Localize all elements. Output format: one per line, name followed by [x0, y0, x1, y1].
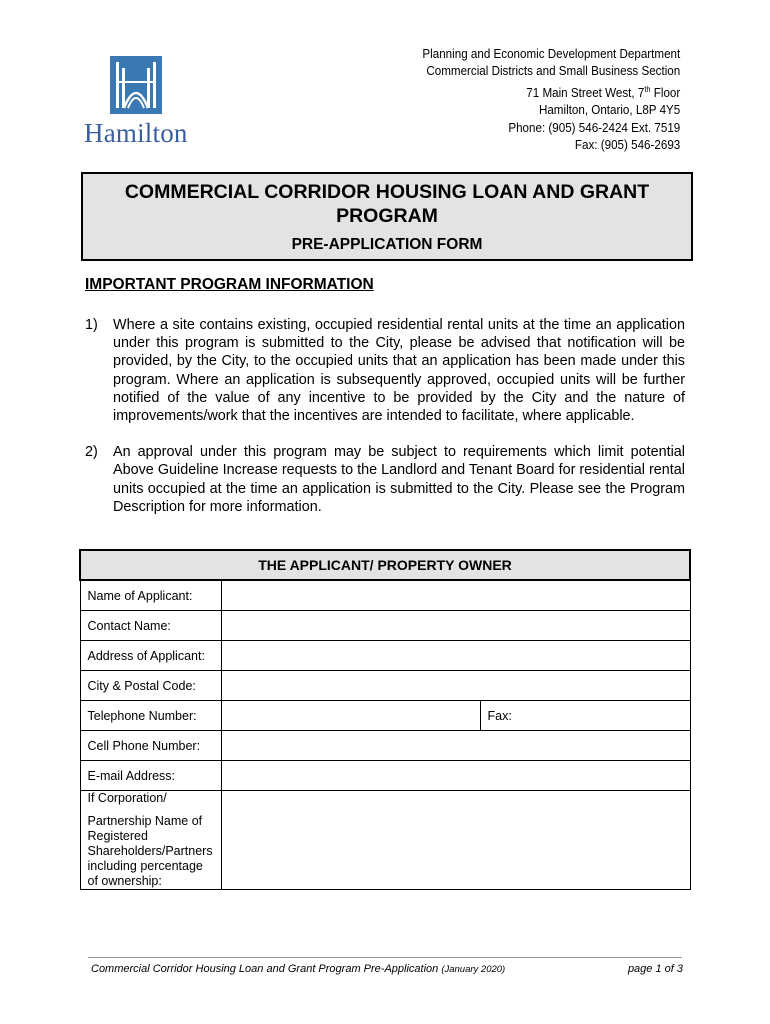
address-field[interactable]	[221, 641, 690, 671]
name-label: Name of Applicant:	[80, 580, 221, 611]
list-item: 2) An approval under this program may be subject to requirements which limit potential Above Guideline Increase requests to the Landlord and Tenant Board for residential rental units occupied at the time an application is submitted to the City. Please see the Program Description for more information.	[85, 444, 685, 515]
form-section-heading: THE APPLICANT/ PROPERTY OWNER	[80, 550, 690, 580]
page-footer	[91, 963, 683, 975]
footer-divider	[88, 957, 682, 958]
city-address: Hamilton, Ontario, L8P 4Y5	[538, 103, 680, 118]
cell-phone-field[interactable]	[221, 731, 690, 761]
corporation-label: If Corporation/ Partnership Name of Registered Shareholders/Partners including percentage of ownership:	[80, 791, 221, 890]
applicant-form-table	[79, 549, 691, 890]
city-postal-field[interactable]	[221, 671, 690, 701]
fax-label: Fax:	[487, 708, 512, 723]
name-of-applicant-field[interactable]	[221, 580, 690, 611]
email-label: E-mail Address:	[80, 761, 221, 791]
telephone-label: Telephone Number:	[80, 701, 221, 731]
cell-phone-label: Cell Phone Number:	[80, 731, 221, 761]
logo-wordmark: Hamilton	[84, 118, 188, 148]
form-title: COMMERCIAL CORRIDOR HOUSING LOAN AND GRANT PROGRAM	[124, 181, 650, 227]
telephone-field[interactable]	[221, 701, 480, 731]
title-box	[81, 172, 693, 261]
info-heading: IMPORTANT PROGRAM INFORMATION	[85, 276, 374, 293]
page-number: page 1 of 3	[627, 963, 683, 975]
footer-document-title: Commercial Corridor Housing Loan and Grant Program Pre-Application (January 2020)	[91, 963, 506, 975]
info-list	[85, 316, 685, 534]
fax-field[interactable]	[480, 701, 690, 731]
list-item: 1) Where a site contains existing, occupied residential rental units at the time an application under this program is submitted to the City, please be advised that notification will be provided, by the City, to the occupied units that an application has been made under this program. Where an application is subsequently approved, occupied units will be further notified of the value of any incentive to be provided by the City and the nature of improvements/work that the incentives are intended to facilitate, where applicable.	[85, 317, 685, 425]
email-field[interactable]	[221, 761, 690, 791]
form-subtitle: PRE-APPLICATION FORM	[291, 236, 483, 253]
city-postal-label: City & Postal Code:	[80, 671, 221, 701]
contact-name-field[interactable]	[221, 611, 690, 641]
section-name: Commercial Districts and Small Business Section	[426, 64, 680, 79]
contact-label: Contact Name:	[80, 611, 221, 641]
fax-number: Fax: (905) 546-2693	[574, 138, 680, 153]
street-address: 71 Main Street West, 7th Floor	[526, 84, 680, 100]
address-label: Address of Applicant:	[80, 641, 221, 671]
phone-number: Phone: (905) 546-2424 Ext. 7519	[508, 120, 680, 135]
department-address-block	[422, 46, 680, 155]
corporation-shareholders-field[interactable]	[221, 791, 690, 890]
department-name: Planning and Economic Development Department	[422, 47, 680, 61]
